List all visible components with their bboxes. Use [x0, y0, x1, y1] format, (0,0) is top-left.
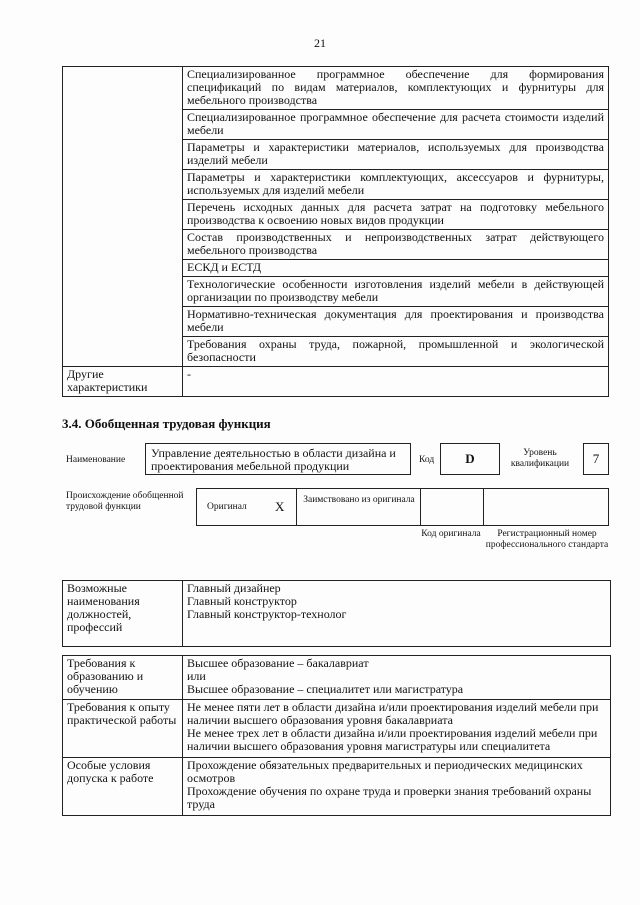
- knowledge-row: Состав производственных и непроизводственных затрат действующего мебельного производства: [183, 230, 609, 260]
- requirements-table: [62, 655, 611, 816]
- knowledge-row: Требования охраны труда, пожарной, промышленной и экологической безопасности: [183, 337, 609, 367]
- divider: [420, 489, 421, 525]
- level-label: Уровень квалификации: [510, 448, 570, 469]
- code-label: Код: [419, 455, 435, 465]
- divider: [296, 489, 297, 525]
- position-item: Главный дизайнер: [187, 581, 281, 595]
- knowledge-row: Специализированное программное обеспечение для формирования спецификаций по видам материалов, комплектующих и фурнитуры для мебельного производства: [183, 67, 609, 110]
- original-mark: X: [275, 499, 285, 514]
- knowledge-row: Перечень исходных данных для расчета затрат на подготовку мебельного производства к освоению новых видов продукции: [183, 200, 609, 230]
- code-value: D: [440, 443, 500, 475]
- admission-item: Прохождение обязательных предварительных и периодических медицинских осмотров: [187, 758, 583, 785]
- borrowed-label: Заимствовано из оригинала: [303, 495, 415, 505]
- knowledge-row: Параметры и характеристики материалов, используемых для производства изделий мебели: [183, 140, 609, 170]
- experience-item: Не менее пяти лет в области дизайна и/или проектирования изделий мебели при наличии высшего образования уровня бакалавриата: [187, 700, 599, 727]
- knowledge-row: Параметры и характеристики комплектующих, аксессуаров и фурнитуры, используемых для изделий мебели: [183, 170, 609, 200]
- education-label: Требования к образованию и обучению: [63, 656, 183, 700]
- experience-label: Требования к опыту практической работы: [63, 700, 183, 758]
- knowledge-row: ЕСКД и ЕСТД: [183, 260, 609, 277]
- knowledge-label-cell: [63, 67, 183, 367]
- education-item: или: [187, 669, 206, 683]
- knowledge-table: [62, 66, 609, 397]
- name-value: Управление деятельностью в области дизайна и проектирования мебельной продукции: [145, 443, 411, 475]
- original-label: Оригинал: [207, 502, 247, 512]
- admission-label: Особые условия допуска к работе: [63, 758, 183, 816]
- knowledge-row: Нормативно-техническая документация для проектирования и производства мебели: [183, 307, 609, 337]
- education-item: Высшее образование – бакалавриат: [187, 656, 369, 670]
- name-label: Наименование: [66, 455, 126, 465]
- other-chars-label: Другие характеристики: [63, 367, 183, 397]
- origin-table: [196, 488, 609, 526]
- section-title: 3.4. Обобщенная трудовая функция: [62, 416, 271, 431]
- origin-label: Происхождение обобщенной трудовой функции: [66, 491, 184, 512]
- position-item: Главный конструктор: [187, 594, 297, 608]
- level-value: 7: [583, 443, 609, 475]
- education-item: Высшее образование – специалитет или магистратура: [187, 682, 464, 696]
- page-number: 21: [314, 36, 326, 50]
- divider: [483, 489, 484, 525]
- admission-item: Прохождение обучения по охране труда и проверки знания требований охраны труда: [187, 784, 592, 811]
- experience-item: Не менее трех лет в области дизайна и/или проектирования изделий мебели при наличии высшего образования уровня магистратуры или специалитета: [187, 726, 598, 753]
- positions-table: [62, 580, 611, 647]
- knowledge-row: Специализированное программное обеспечение для расчета стоимости изделий мебели: [183, 110, 609, 140]
- position-item: Главный конструктор-технолог: [187, 607, 347, 621]
- positions-label: Возможные наименования должностей, профессий: [63, 581, 183, 647]
- reg-caption: Регистрационный номер профессионального стандарта: [485, 529, 609, 550]
- code-caption: Код оригинала: [421, 529, 481, 539]
- other-chars-value: -: [183, 367, 609, 397]
- knowledge-row: Технологические особенности изготовления изделий мебели в действующей организации по производству мебели: [183, 277, 609, 307]
